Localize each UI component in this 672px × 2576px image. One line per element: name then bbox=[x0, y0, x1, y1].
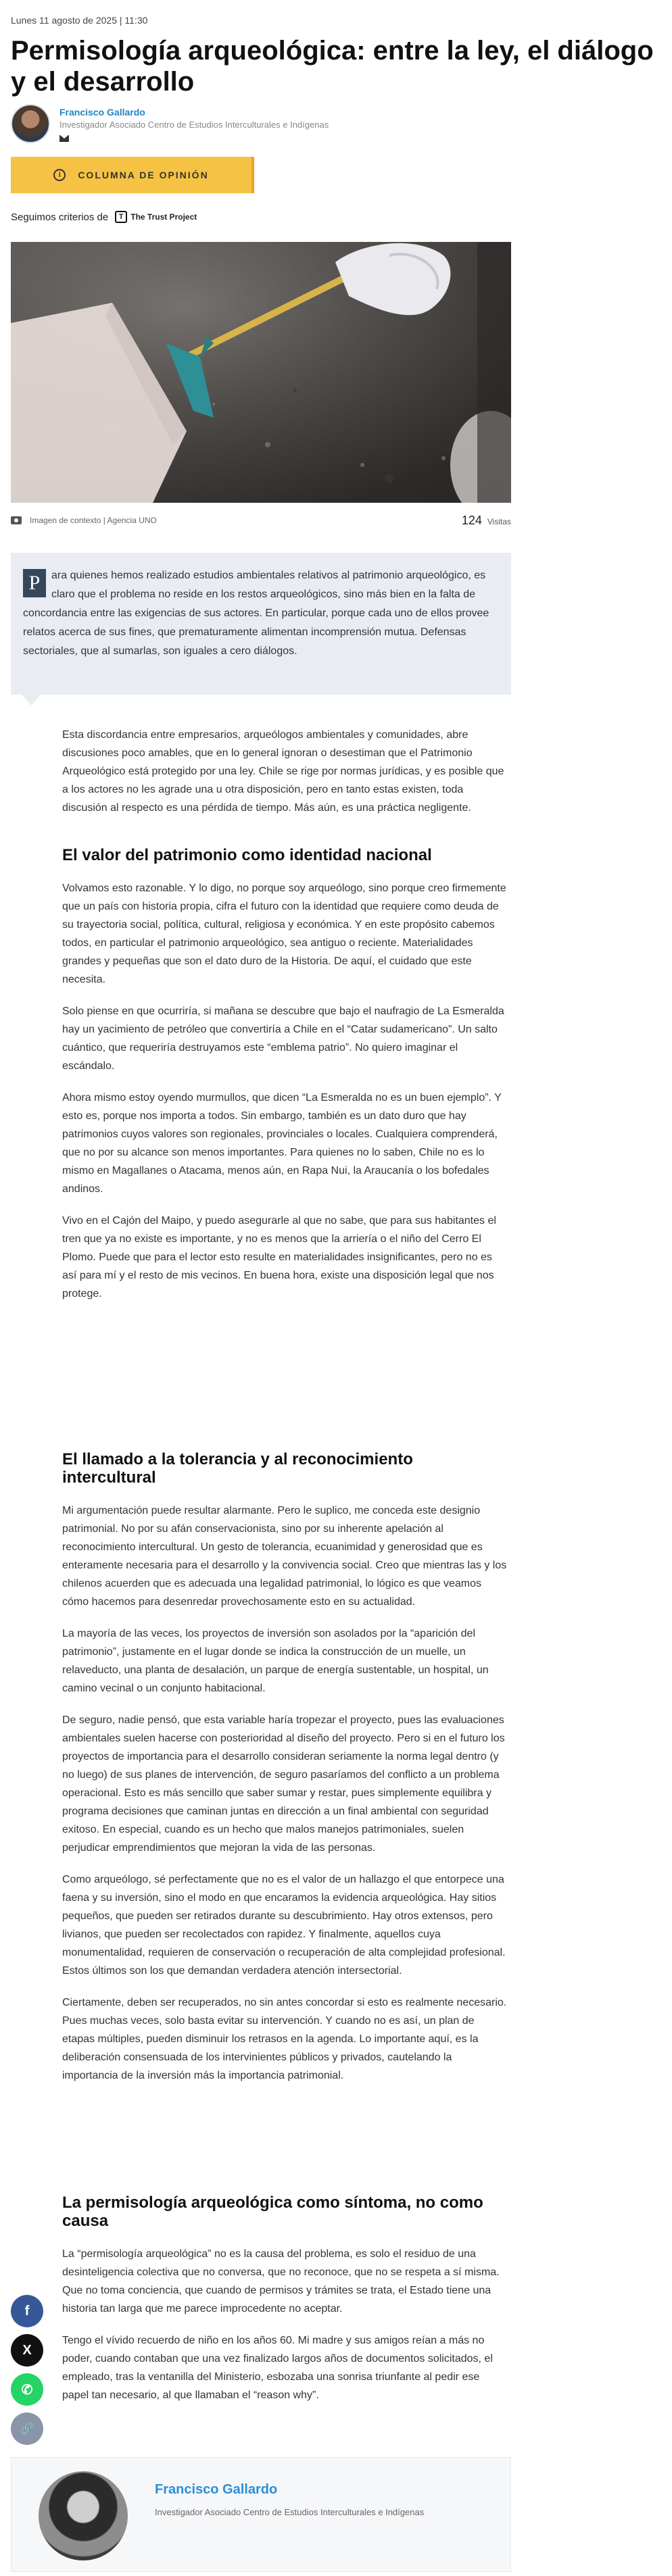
section-heading: El valor del patrimonio como identidad nacional bbox=[62, 846, 432, 864]
paragraph: Volvamos esto razonable. Y lo digo, no porque soy arqueólogo, sino porque creo firmemente que un país con historia propia, cifra el futuro con la identidad que requiere como deuda de su trayectoria social, política, cultural, religiosa y económica. Y en este propósito cabemos todos, en particular el patrimonio arqueológico, sea antiguo o reciente. Materialidades grandes y pequeñas que son el dato duro de la Historia. De aquí, el cuidado que este necesita. bbox=[62, 883, 506, 985]
visits-label: Visitas bbox=[487, 516, 511, 526]
dropcap: P bbox=[23, 569, 46, 597]
image-caption-row bbox=[11, 511, 511, 530]
share-whatsapp-button[interactable]: ✆ bbox=[11, 2373, 43, 2406]
paragraph: Ciertamente, deben ser recuperados, no sin antes concordar si esto es realmente necesario. Pues muchas veces, solo basta evitar su intervención. Y cuando no es así, un plan de etapas múltiples, pueden disminuir los retrasos en la agenda. Lo importante aquí, es la deliberación consensuada de los intervinientes públicos y privados, cautelando la importancia de la inversión más la importancia patrimonial. bbox=[62, 1997, 507, 2081]
paragraph: Esta discordancia entre empresarios, arqueólogos ambientales y comunidades, abre discusiones poco amables, que en lo general ignoran o desestiman que el Patrimonio Arqueológico está protegido por una ley. Chile se rige por normas jurídicas, y es posible que a los actores no les agrade una u otra disposición, pero en tanto estas existen, toda discusión al respecto es una pérdida de tiempo. Más aún, es una práctica negligente. bbox=[62, 729, 504, 814]
share-x-button[interactable]: X bbox=[11, 2334, 43, 2367]
article-section-intro bbox=[62, 726, 508, 831]
lead-text: ara quienes hemos realizado estudios ambientales relativos al patrimonio arqueológico, es claro que el problema no reside en los restos arqueológicos, sino más bien en la falta de concordancia entre las exigencias de sus actores. En particular, porque cada uno de ellos provee relatos acerca de sus fines, que prematuramente alimentan incomprensión mutua. Defensas sectoriales, que al sumarlas, son iguales a cero diálogos. bbox=[23, 570, 489, 657]
share-facebook-button[interactable]: f bbox=[11, 2295, 43, 2327]
trust-project-icon: T bbox=[115, 211, 127, 223]
section-heading: El llamado a la tolerancia y al reconocimiento intercultural bbox=[62, 1450, 413, 1487]
lead-paragraph-box bbox=[11, 553, 511, 695]
paragraph: Mi argumentación puede resultar alarmante. Pero le suplico, me conceda este designio patrimonial. No por su afán conservacionista, sino por su inherente apelación al reconocimiento intercultural. Un gesto de tolerancia, ecuanimidad y generosidad que es enteramente necesaria para el desarrollo y la convivencia social. Creo que mientras las y los chilenos acuerden que es adecuada una legalidad patrimonial, lo lógico es que veamos cómo hacemos para desenredar provechosamente esto en su actualidad. bbox=[62, 1505, 507, 1608]
mail-icon[interactable] bbox=[59, 135, 69, 142]
paragraph: De seguro, nadie pensó, que esta variable haría tropezar el proyecto, pues las evaluaciones ambientales suelen hacerse con posterioridad al diseño del proyecto. Pero si en el futuro los proyectos de importancia para el desarrollo consideran seriamente la norma legal dentro (y no luego) de sus planes de intervención, de seguro pasaríamos del conflicto a un problema operacional. Esto es más sencillo que saber sumar y restar, pues simplemente equilibra y programa decisiones que caminan juntas en dirección a un final ambiental con seguridad exitoso. En especial, cuando es un hecho que malos manejos patrimoniales, suelen perjudicar emprendimientos que mejoran la vida de las personas. bbox=[62, 1714, 505, 1854]
paragraph: Como arqueólogo, sé perfectamente que no es el valor de un hallazgo el que entorpece una faena y su inversión, sino el modo en que encaramos la evidencia arqueológica. Hay sitios pequeños, que pueden ser retirados durante su descubrimiento. Hay otros extensos, pero livianos, que pueden ser recolectados con rapidez. Y finalmente, aquellos cuya monumentalidad, requieren de conservación o recuperación de alta complejidad profesional. Estos últimos son los que demandan verdadera atención intersectorial. bbox=[62, 1874, 506, 1977]
article-title: Permisología arqueológica: entre la ley, el diálogo y el desarrollo bbox=[11, 36, 654, 97]
visits-counter bbox=[462, 514, 511, 528]
article-section-patrimonio bbox=[62, 846, 508, 1316]
article-section-tolerancia bbox=[62, 1450, 508, 2098]
author-avatar[interactable] bbox=[11, 104, 50, 143]
copy-link-button[interactable]: 🔗 bbox=[11, 2412, 43, 2445]
trust-prefix: Seguimos criterios de bbox=[11, 211, 109, 223]
author-role: Investigador Asociado Centro de Estudios Interculturales e Indígenas bbox=[59, 120, 329, 130]
section-heading: La permisología arqueológica como síntoma, no como causa bbox=[62, 2194, 483, 2230]
visits-count: 124 bbox=[461, 513, 482, 527]
opinion-column-badge bbox=[11, 157, 251, 193]
opinion-column-label: COLUMNA DE OPINIÓN bbox=[78, 170, 209, 180]
paragraph: Ahora mismo estoy oyendo murmullos, que dicen “La Esmeralda no es un buen ejemplo”. Y esto es, porque nos importa a todos. Sin embargo, también es un dato duro que hay patrimonios cuyos valores son regionales, provinciales o locales. Cualquiera comprenderá, que no por su alcance son menos importantes. Para quienes no lo saben, Chile no es lo mismo en Magallanes o Atacama, menos aún, en Rapa Nui, la Araucanía o los bofedales andinos. bbox=[62, 1092, 502, 1195]
author-info bbox=[59, 104, 329, 151]
author-card-name-link[interactable]: Francisco Gallardo bbox=[155, 2482, 278, 2497]
author-card-role: Investigador Asociado Centro de Estudios Interculturales e Indígenas bbox=[155, 2507, 425, 2517]
author-card-info bbox=[155, 2474, 424, 2517]
author-name-link[interactable]: Francisco Gallardo bbox=[59, 107, 145, 118]
hero-image bbox=[11, 242, 511, 503]
camera-icon bbox=[11, 516, 22, 524]
paragraph: La “permisología arqueológica” no es la causa del problema, es solo el residuo de una desinteligencia colectiva que no conversa, que no reconoce, que no se respeta a sí misma. Que no toma conciencia, que cuando de permisos y trámites se trata, el Estado tiene una historia tan larga que me parece improcedente no aceptar. bbox=[62, 2248, 500, 2314]
info-icon: i bbox=[53, 169, 66, 181]
paragraph: Tengo el vívido recuerdo de niño en los años 60. Mi madre y sus amigos reían a más no poder, cuando contaban que una vez finalizado largos años de documentos solicitados, el empleado, tras la ventanilla del Ministerio, esbozaba una sonrisa triunfante al pedir ese papel tan necesario, al que llamaban el “reason why”. bbox=[62, 2335, 493, 2401]
image-caption: Imagen de contexto | Agencia UNO bbox=[30, 516, 157, 525]
author-byline bbox=[11, 104, 329, 151]
publish-date: Lunes 11 agosto de 2025 | 11:30 bbox=[11, 15, 148, 26]
paragraph: La mayoría de las veces, los proyectos de inversión son asolados por la “aparición del patrimonio”, justamente en el lugar donde se indica la construcción de un muelle, un relaveducto, una planta de desalación, un parque de energía sustentable, un hospital, un camino vecinal o un conjunto habitacional. bbox=[62, 1628, 489, 1694]
archaeology-dig-photo bbox=[11, 242, 511, 503]
trust-project-logo[interactable] bbox=[115, 211, 197, 223]
author-card-avatar[interactable] bbox=[39, 2471, 128, 2560]
trust-project-row bbox=[11, 211, 197, 223]
trust-project-name: The Trust Project bbox=[130, 212, 197, 222]
author-card bbox=[11, 2457, 511, 2572]
article-section-sintoma bbox=[62, 2194, 508, 2418]
paragraph: Vivo en el Cajón del Maipo, y puedo asegurarle al que no sabe, que para sus habitantes el tren que ya no existe es importante, y no es menos que la arriería o el niño del Cerro El Plomo. Puede que para el lector esto resulte en materialidades insignificantes, pero no es así para mí y el resto de mis vecinos. En buena hora, existe una disposición legal que nos protege. bbox=[62, 1215, 496, 1299]
paragraph: Solo piense en que ocurriría, si mañana se descubre que bajo el naufragio de La Esmeralda hay un yacimiento de petróleo que convertiría a Chile en el “Catar sudamericano”. Un salto cuántico, que requeriría destruyamos este “emblema patrio”. No quiero imaginar el escándalo. bbox=[62, 1006, 504, 1072]
